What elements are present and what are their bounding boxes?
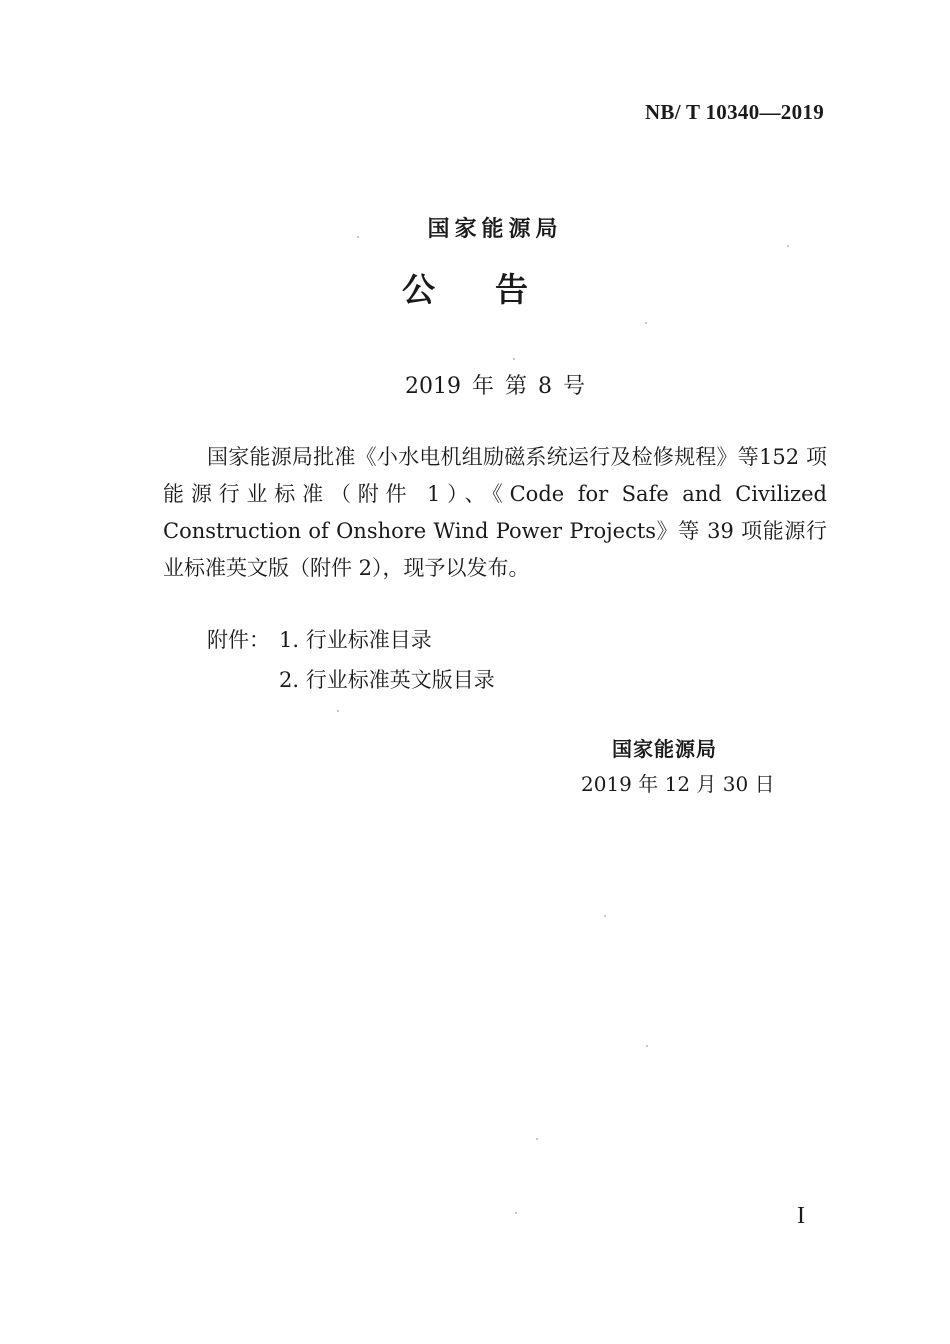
attachments-label-spacer — [207, 660, 279, 700]
page-number: I — [797, 1203, 805, 1229]
scan-speck — [515, 1212, 517, 1214]
scan-speck — [604, 915, 606, 917]
signature-date: 2019 年 12 月 30 日 — [581, 772, 775, 796]
attachment-item: 1. 行业标准目录 — [279, 628, 432, 652]
attachment-item: 2. 行业标准英文版目录 — [279, 668, 495, 692]
issuer-title: 国家能源局 — [427, 217, 563, 242]
attachment-row — [207, 660, 495, 700]
attachments-label: 附件： — [207, 628, 270, 652]
signature-issuer: 国家能源局 — [612, 737, 717, 761]
scan-speck — [357, 236, 359, 238]
document-type-title: 公告 — [402, 270, 588, 309]
scan-speck — [787, 245, 789, 247]
attachment-row — [207, 620, 495, 660]
attachments-list — [207, 620, 495, 700]
standard-number: NB/ T 10340—2019 — [644, 100, 824, 124]
scan-speck — [645, 322, 647, 324]
announcement-body: 国家能源局批准《小水电机组励磁系统运行及检修规程》等152 项能源行业标准（附件 1）、《Code for Safe and Civilized Construction of Onshore Wind Power Projects》等 39 项能源行业标准英文版（附件 2），现予以发布。 — [163, 445, 827, 580]
scan-speck — [513, 358, 515, 360]
scan-speck — [337, 710, 339, 712]
scan-speck — [536, 1138, 538, 1140]
issue-number: 2019 年 第 8 号 — [405, 374, 585, 399]
scan-speck — [646, 1045, 648, 1047]
